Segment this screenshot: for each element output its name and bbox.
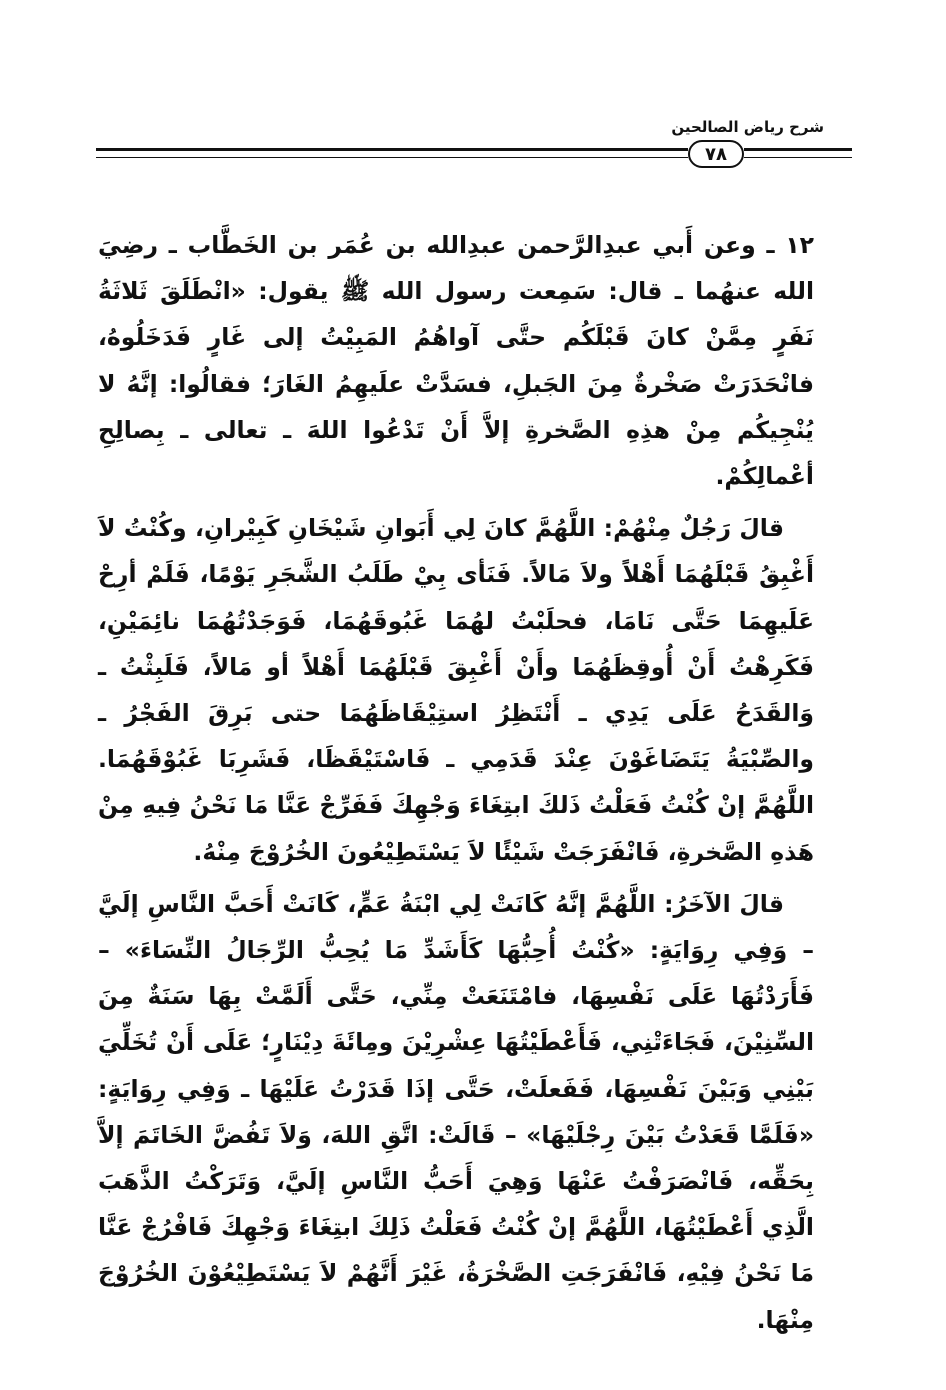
header-rule-right [744,148,852,158]
paragraph-hadith-intro: ١٢ ـ وعن أَبي عبدِالرَّحمن عبدِالله بن عُمَر بن الخَطَّاب ـ رضِيَ الله عنهُما ـ قال: سَمِعت رسول الله ﷺ يقول: «انْطَلَقَ ثَلاثَةُ نَفَرٍ مِمَّنْ كانَ قَبْلَكُم حتَّى آواهُمُ المَبِيْتُ إلى غَارٍ فَدَخَلُوهُ، فانْحَدَرَتْ صَخْرةٌ مِنَ الجَبلِ، فسَدَّتْ علَيهِمُ الغَارَ؛ فقالُوا: إنَّهُ لا يُنْجِيكُم مِنْ هذِهِ الصَّخرةِ إلاَّ أَنْ تَدْعُوا اللهَ ـ تعالى ـ بِصالِحِ أعْمالِكُمْ. [98,231,814,491]
paragraph-first-man: قالَ رَجُلٌ مِنْهُمْ: اللَّهُمَّ كانَ لِي أَبَوانِ شَيْخَانِ كَبِيْرانِ، وكُنْتُ لاَ أَغْبِقُ قَبْلَهُمَا أَهْلاً ولاَ مَالاً. فَنَأى بِيْ طَلَبُ الشَّجَرِ يَوْمًا، فَلَمْ أرِحْ عَلَيهِمَا حَتَّى نَامَا، فحلَبْتُ لهُمَا غَبُوقَهُمَا، فَوَجَدْتُهُمَا نائِمَيْنِ، فَكَرِهْتُ أَنْ أُوقِظَهُمَا وأَنْ أَغْبِقَ قَبْلَهُمَا أَهْلاً أو مَالاً، فَلَبِثْتُ ـ وَالقَدَحُ عَلَى يَدِي ـ أَنْتَظِرُ استِيْقَاظَهُمَا حتى بَرِقَ الفَجْرُ ـ والصِّبْيَةُ يَتَضَاغَوْنَ عِنْدَ قَدَمِي ـ فَاسْتَيْقَظَا، فَشَرِبَا غَبُوْقَهُمَا. اللَّهُمَّ إنْ كُنْتُ فَعَلْتُ ذَلكَ ابتِغَاءَ وَجْهِكَ فَفَرِّجْ عَنَّا مَا نَحْنُ فِيهِ مِنْ هَذهِ الصَّخرةِ، فَانْفَرَجَتْ شَيْئًا لاَ يَسْتَطِيْعُونَ الخُرُوْجَ مِنْهُ. [98,514,814,866]
body-text [98,222,814,1343]
page-number: ٧٨ [705,143,727,165]
paragraph-second-man: قالَ الآخَرُ: اللَّهُمَّ إنَّهُ كَانَتْ لِي ابْنَةُ عَمٍّ، كَانَتْ أَحَبَّ النَّاسِ إلَيَّ – وَفِي رِوَايَةٍ: «كُنْتُ أُحِبُّهَا كَأَشَدِّ مَا يُحِبُّ الرِّجَالُ النِّسَاءَ» – فَأَرَدْتُهَا عَلَى نَفْسِهَا، فامْتَنَعَتْ مِنِّي، حَتَّى أَلَمَّتْ بِهَا سَنَةٌ مِنَ السِّنِيْنَ، فَجَاءَتْنِي، فَأَعْطَيْتُهَا عِشْرِيْنَ ومِائَةَ دِيْنَارٍ؛ عَلَى أَنْ تُخَلِّيَ بَيْنِي وَبَيْنَ نَفْسِهَا، فَفَعلَتْ، حَتَّى إذَا قَدَرْتُ عَلَيْهَا ـ وَفِي رِوَايَةٍ: «فَلَمَّا قَعَدْتُ بَيْنَ رِجْلَيْهَا» – قَالَتْ: اتَّقِ اللهَ، وَلاَ تَفُضَّ الخَاتَمَ إلاَّ بِحَقِّه، فَانْصَرَفْتُ عَنْهَا وَهِيَ أَحَبُّ النَّاسِ إلَيَّ، وَتَرَكْتُ الذَّهَبَ الَّذِي أَعْطَيْتُهَا، اللَّهُمَّ إنْ كُنْتُ فَعَلْتُ ذَلِكَ ابتِغَاءَ وَجْهِكَ فَافْرُجْ عَنَّا مَا نَحْنُ فِيْهِ، فَانْفَرَجَتِ الصَّخْرَةُ، غَيْرَ أَنَّهُمْ لاَ يَسْتَطِيْعُوْنَ الخُرُوْجَ مِنْهَا. [98,889,814,1334]
page-number-badge [688,140,744,168]
header-rule-left [96,148,688,158]
running-title: شرح رياض الصالحين [671,118,824,136]
